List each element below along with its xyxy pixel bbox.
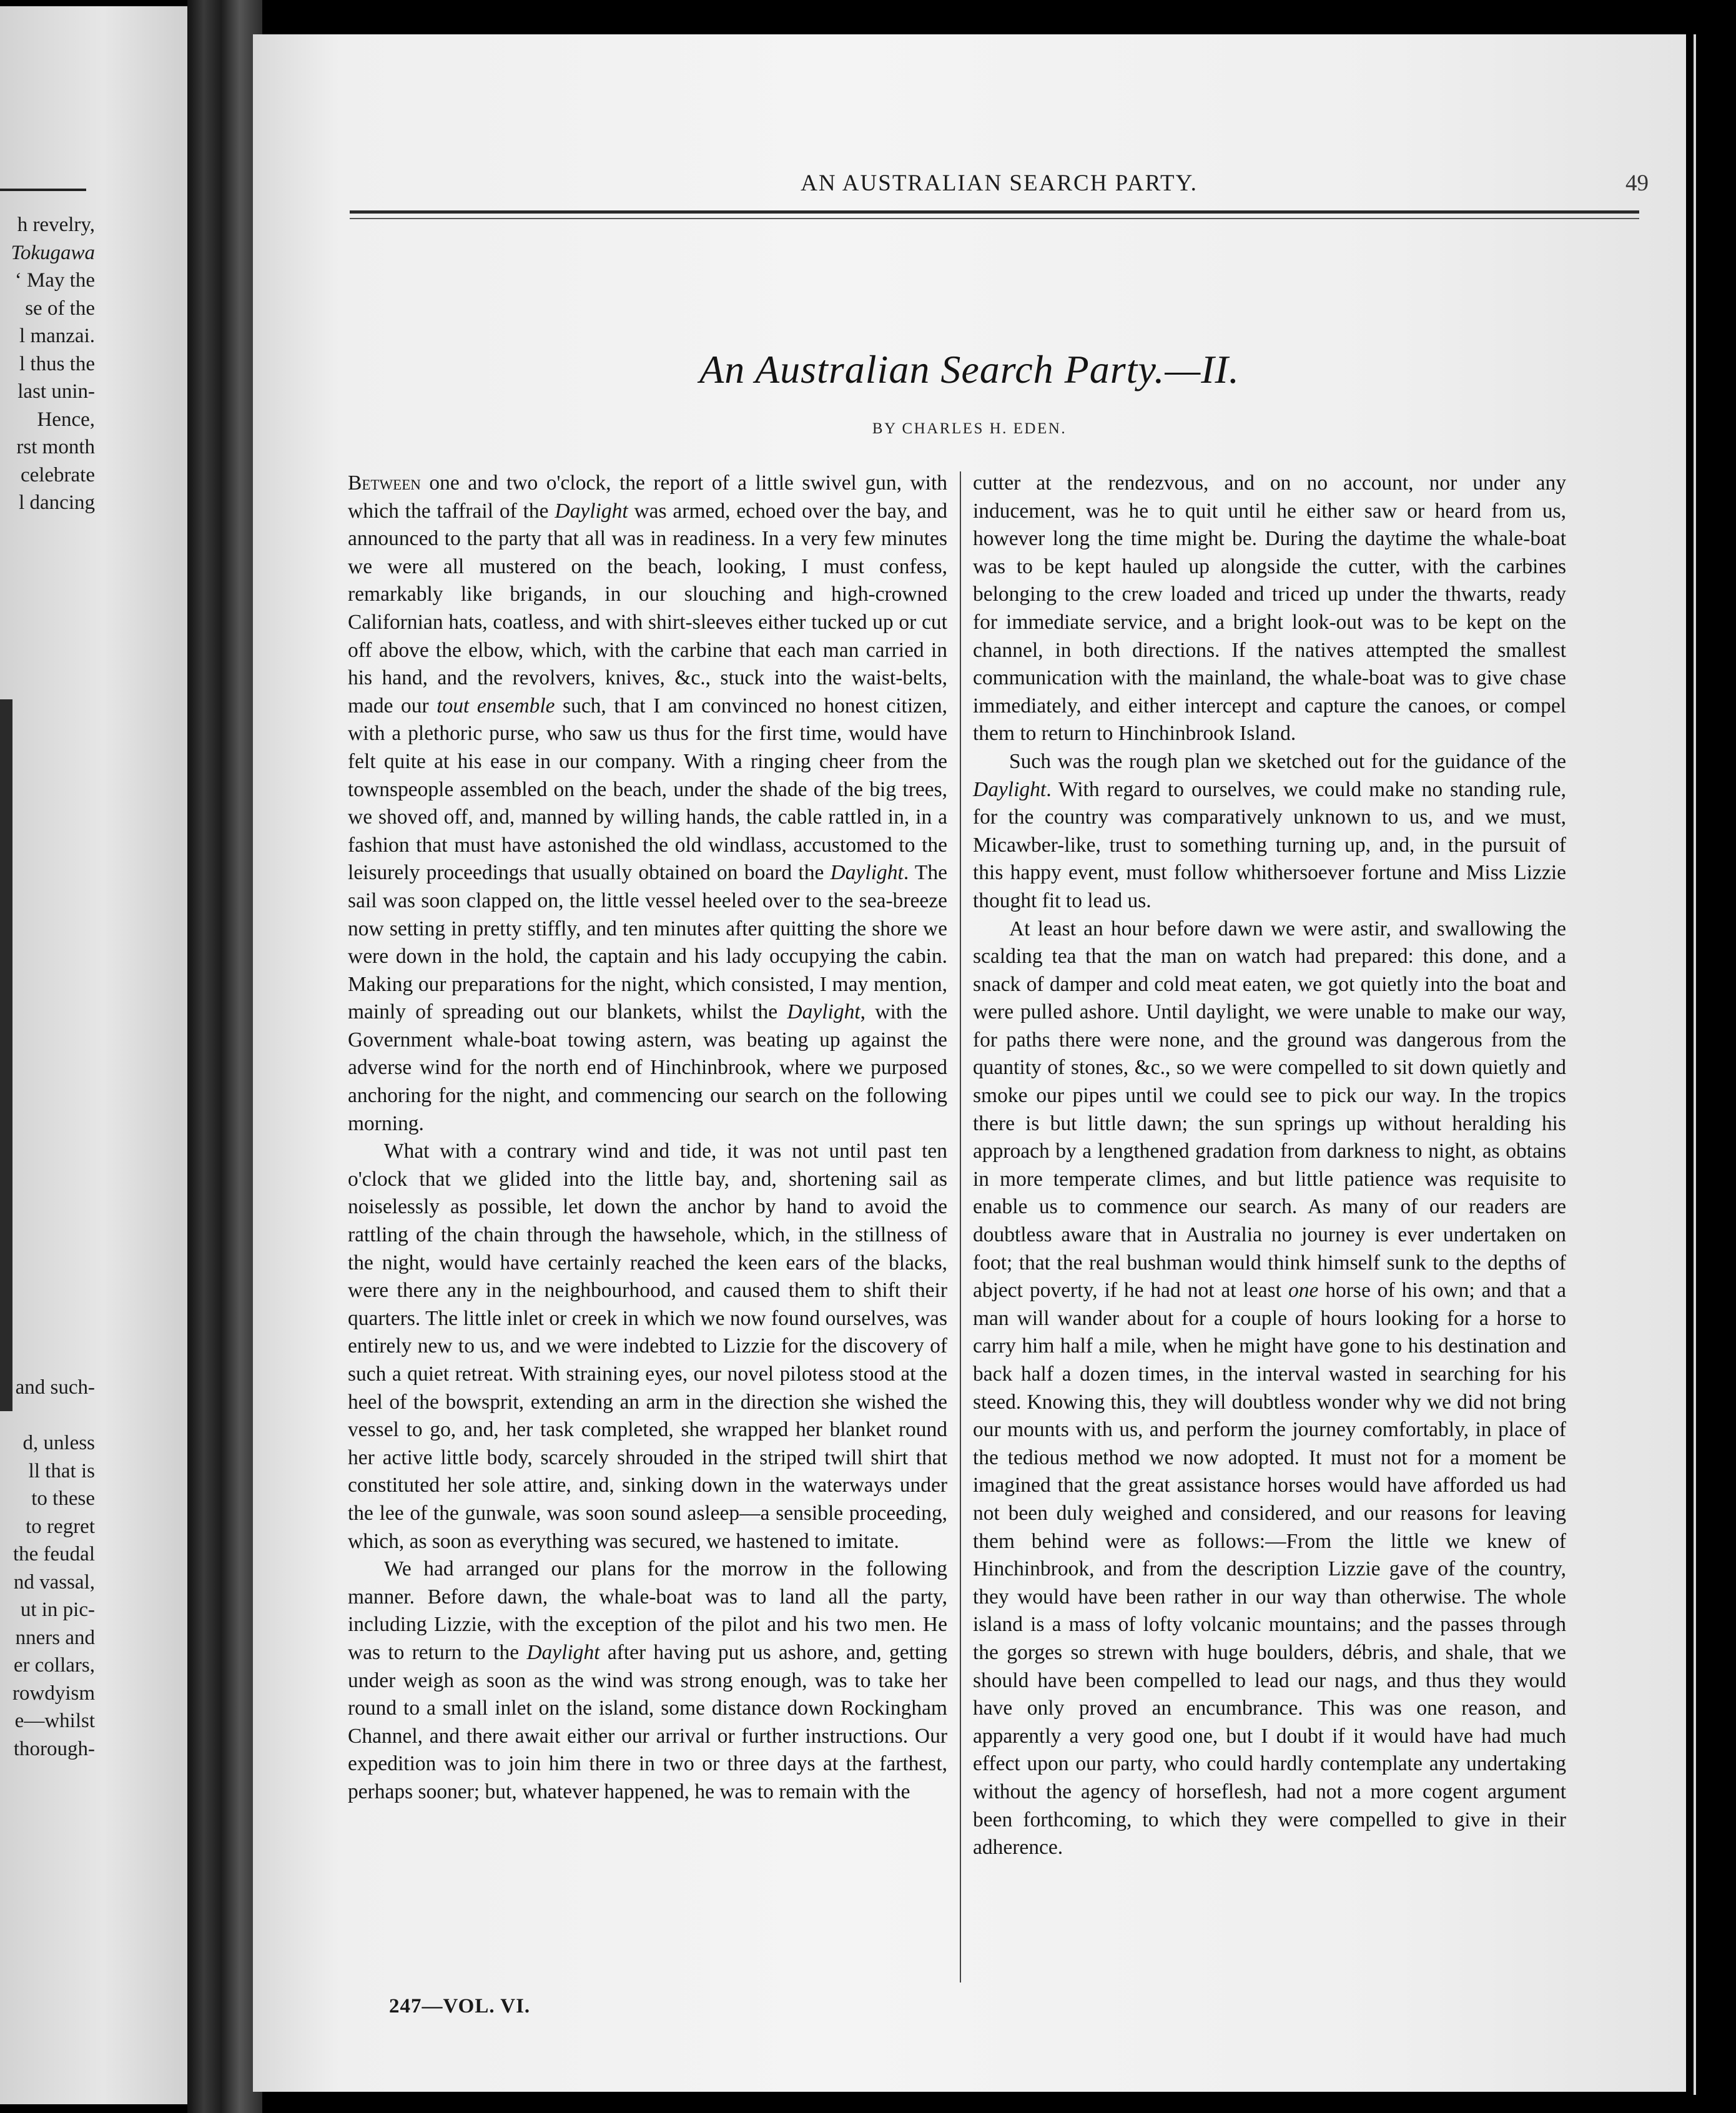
header-rule-thin	[350, 218, 1639, 219]
left-column	[348, 470, 947, 1806]
paragraph	[973, 470, 1566, 748]
paragraph-text: cutter at the rendezvous, and on no account, nor under any inducement, was he to quit until he either saw or heard from us, however long the time might be. During the daytime the whale-boat was to be kept hauled up alongside the cutter, with the carbines belonging to the crew loaded and triced up under the thwarts, ready for immediate service, and a bright look-out was to be kept on the channel, in both directions. If the natives attempted the smallest communication with the mainland, the whale-boat was to give chase immediately, and either intercept and capture the canoes, or compel them to return to Hinchinbrook Island.	[973, 471, 1566, 746]
paragraph	[348, 470, 947, 1138]
previous-page-line: to these	[31, 1487, 95, 1510]
page-number: 49	[1625, 170, 1649, 196]
illustration-edge	[0, 699, 12, 1411]
paragraph-text: At least an hour before dawn we were astir, and swallowing the scalding tea that the man on watch had prepared: this done, and a snack of damper and cold meat eaten, we got quietly into the boat and were pulled ashore. Until daylight, we were unable to make our way, for paths there were none, and the ground was dangerous from the quantity of stones, &c., so we were compelled to sit down quietly and smoke our pipes until we could see to pick our way. In the tropics there is but little dawn; the sun springs up without heralding his approach by a lengthened gradation from darkness to night, as obtains in more temperate climes, and but little patience was requisite to enable us to commence our search. As many of our readers are doubtless aware that in Australia no journey is ever undertaken on foot; that the real bushman would think himself sunk to the depths of abject poverty, if he had not at least one horse of his own; and that a man will wander about for a couple of hours looking for a horse to carry him half a mile, when he might have gone to his destination and back half a dozen times, in the interval wasted in searching for his steed. Knowing this, they will doubtless wonder why we did not bring our mounts with us, and perform the journey comfortably, in place of the tedious method we now adopted. It must not for a moment be imagined that the great assistance horses would have afforded us had not been duly weighed and considered, and our reasons for leaving them behind were as follows:—From the little we knew of Hinchinbrook, and from the description Lizzie gave of the country, they would have been rather in our way than otherwise. The whole island is a mass of lofty volcanic mountains; and the passes through the gorges so strewn with huge boulders, débris, and shale, that we should have been compelled to lead our nags, and thus they would have only proved an encumbrance. This was one reason, and apparently a very good one, but I doubt if it would have had much effect upon our party, who could hardly contemplate any undertaking without the agency of horseflesh, had not a more cogent argument been forthcoming, to which they were compelled to give in their adherence.	[973, 917, 1566, 1859]
right-column	[973, 470, 1566, 1862]
paragraph-text: Such was the rough plan we sketched out for the guidance of the Daylight. With regard to ourselves, we could make no standing rule, for the country was comparatively unknown to us, and we must, Micawber-like, trust to something turning up, and, in the pursuit of this happy event, must follow whithersoever fortune and Miss Lizzie thought fit to lead us.	[973, 749, 1566, 912]
previous-page-line: se of the	[25, 297, 95, 320]
previous-page-line: l manzai.	[19, 325, 95, 347]
previous-page-line: Tokugawa	[11, 241, 95, 264]
previous-page-line: to regret	[26, 1515, 95, 1538]
previous-page-text-top	[11, 211, 95, 517]
main-page	[253, 34, 1686, 2092]
previous-page-line: d, unless	[22, 1432, 95, 1454]
opening-word: Between	[348, 471, 421, 495]
previous-page-line: l dancing	[19, 491, 95, 514]
previous-page-line: ut in pic-	[20, 1598, 95, 1621]
paragraph	[348, 1555, 947, 1806]
byline: BY CHARLES H. EDEN.	[872, 420, 1067, 437]
header-rule	[350, 210, 1639, 214]
page-edge-line	[1694, 34, 1696, 2095]
article-title: An Australian Search Party.—II.	[699, 347, 1240, 392]
previous-page-line: last unin-	[17, 380, 95, 403]
previous-page-line: er collars,	[13, 1654, 95, 1677]
paragraph-text: We had arranged our plans for the morrow in the following manner. Before dawn, the whale-boat was to land all the party, including Lizzie, with the exception of the pilot and his two men. He was to return to the Daylight after having put us ashore, and, getting under weigh as soon as the wind was strong enough, was to take her round to a small inlet on the island, some distance down Rockingham Channel, and there await either our arrival or further instructions. Our expedition was to join him there in two or three days at the farthest, perhaps sooner; but, whatever happened, he was to remain with the	[348, 1557, 947, 1803]
paragraph-text: one and two o'clock, the report of a little swivel gun, with which the taffrail of the Daylight was armed, echoed over the bay, and announced to the party that all was in readiness. In a very few minutes we were all mustered on the beach, looking, I must confess, remarkably like brigands, in our slouching and high-crowned Californian hats, coatless, and with shirt-sleeves either tucked up or cut off above the elbow, which, with the carbine that each man carried in his hand, and the revolvers, knives, &c., stuck into the waist-belts, made our tout ensemble such, that I am convinced no honest citizen, with a plethoric purse, who saw us thus for the first time, would have felt quite at his ease in our company. With a ringing cheer from the townspeople assembled on the beach, under the shade of the big trees, we shoved off, and, manned by willing hands, the cable rattled in, in a fashion that must have astonished the old windlass, accustomed to the leisurely proceedings that usually obtained on board the Daylight. The sail was soon clapped on, the little vessel heeled over to the sea-breeze now setting in pretty stiffly, and ten minutes after quitting the shore we were down in the hold, the captain and his lady occupying the cabin. Making our preparations for the night, which consisted, I may mention, mainly of spreading out our blankets, whilst the Daylight, with the Government whale-boat towing astern, was beating up against the adverse wind for the north end of Hinchinbrook, where we purposed anchoring for the night, and commencing our search on the following morning.	[348, 471, 948, 1135]
previous-page-line: e—whilst	[14, 1710, 95, 1732]
previous-page-line: l thus the	[19, 352, 95, 375]
paragraph-text: What with a contrary wind and tide, it was not until past ten o'clock that we glided into the little bay, and, shortening sail as noiselessly as possible, let down the anchor by hand to avoid the rattling of the chain through the hawsehole, which, in the stillness of the night, would have certainly reached the keen ears of the blacks, were there any in the neighbourhood, and caused them to shift their quarters. The little inlet or creek in which we now found ourselves, was entirely new to us, and we were indebted to Lizzie for the discovery of such a quiet retreat. With straining eyes, our novel pilotess stood at the heel of the bowsprit, extending an arm in the direction she wished the vessel to go, and, her task completed, she wrapped her blanket round her active little body, scarcely shrouded in the striped twill shirt that constituted her sole attire, and, sinking down in the waterways under the lee of the gunwale, was soon sound asleep—a sensible proceeding, which, as soon as everything was secured, we hastened to imitate.	[348, 1140, 947, 1553]
previous-page-line: Hence,	[37, 408, 95, 431]
paragraph	[973, 748, 1566, 915]
paragraph	[348, 1138, 947, 1555]
previous-page-line: nners and	[15, 1626, 95, 1649]
paragraph	[973, 915, 1566, 1862]
previous-page-line: ‘ May the	[14, 269, 95, 292]
previous-page-line: celebrate	[20, 463, 95, 486]
previous-page-line: and such-	[15, 1376, 95, 1399]
previous-page-line: rowdyism	[12, 1682, 95, 1705]
previous-page-line: h revelry,	[17, 214, 95, 236]
previous-page-line: the feudal	[12, 1543, 95, 1565]
previous-page-line	[12, 1402, 95, 1430]
previous-page-text-bottom	[12, 1374, 95, 1763]
running-title: AN AUSTRALIAN SEARCH PARTY.	[801, 170, 1198, 196]
running-header	[350, 170, 1649, 214]
section-rule	[0, 189, 86, 191]
column-divider	[960, 471, 961, 1982]
binding-gutter	[187, 0, 262, 2113]
previous-page-line: nd vassal,	[13, 1570, 95, 1593]
previous-page-line: ll that is	[28, 1459, 95, 1482]
printer-signature: 247—VOL. VI.	[389, 1995, 531, 2017]
previous-page-line: thorough-	[13, 1737, 95, 1760]
previous-page-edge	[0, 6, 187, 2104]
previous-page-line: rst month	[16, 436, 95, 458]
